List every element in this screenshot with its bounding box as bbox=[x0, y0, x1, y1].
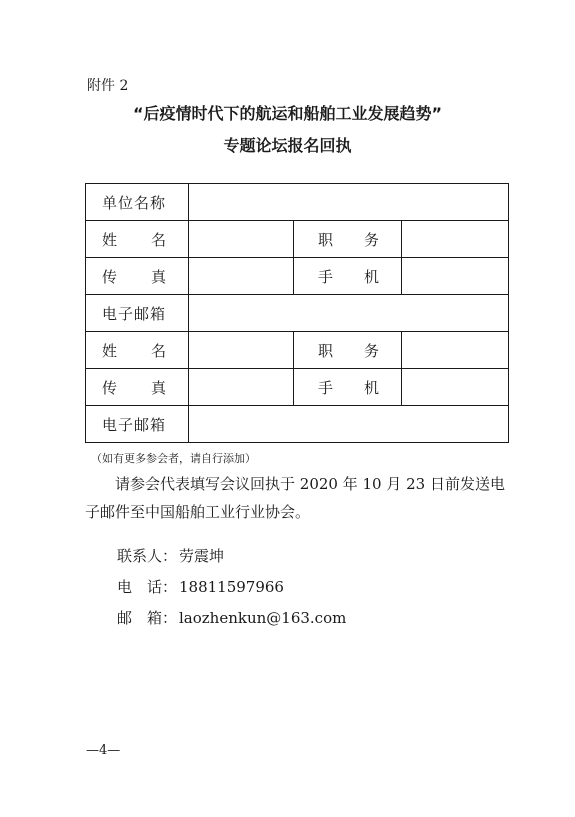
form-title: “后疫情时代下的航运和船舶工业发展趋势” bbox=[132, 104, 443, 123]
fax-field[interactable] bbox=[189, 258, 294, 295]
instruction-paragraph: 请参会代表填写会议回执于 2020 年 10 月 23 日前发送电子邮件至中国船舶工业行业协会。 bbox=[85, 475, 505, 521]
unit-name-field[interactable] bbox=[189, 184, 509, 221]
fax-field[interactable] bbox=[189, 369, 294, 406]
fax-label: 传 真 bbox=[86, 369, 189, 406]
name-field[interactable] bbox=[189, 221, 294, 258]
contact-email-value[interactable]: laozhenkun@163.com bbox=[179, 609, 347, 627]
mobile-label: 手 机 bbox=[294, 258, 402, 295]
unit-name-label: 单位名称 bbox=[86, 184, 189, 221]
mobile-label: 手 机 bbox=[294, 369, 402, 406]
email-field[interactable] bbox=[189, 295, 509, 332]
mobile-field[interactable] bbox=[402, 369, 509, 406]
contact-email bbox=[117, 607, 346, 628]
name-label: 姓 名 bbox=[86, 221, 189, 258]
email-label: 电子邮箱 bbox=[86, 295, 189, 332]
contact-person-label: 联系人： bbox=[117, 547, 178, 565]
add-more-note: （如有更多参会者，请自行添加） bbox=[91, 452, 256, 465]
table-row bbox=[86, 332, 509, 369]
name-label: 姓 名 bbox=[86, 332, 189, 369]
position-label: 职 务 bbox=[294, 332, 402, 369]
contact-person bbox=[117, 545, 224, 566]
email-label: 电子邮箱 bbox=[86, 406, 189, 443]
contact-phone bbox=[117, 576, 284, 597]
page-number: —4— bbox=[86, 743, 121, 758]
position-field[interactable] bbox=[402, 221, 509, 258]
table-row bbox=[86, 258, 509, 295]
contact-phone-value: 18811597966 bbox=[179, 578, 284, 596]
email-field[interactable] bbox=[189, 406, 509, 443]
form-subtitle: 专题论坛报名回执 bbox=[223, 136, 352, 155]
table-row bbox=[86, 221, 509, 258]
registration-table bbox=[85, 183, 509, 443]
contact-person-value: 劳震坤 bbox=[179, 547, 225, 565]
name-field[interactable] bbox=[189, 332, 294, 369]
table-row bbox=[86, 295, 509, 332]
contact-email-label: 邮 箱： bbox=[117, 609, 178, 627]
contact-phone-label: 电 话： bbox=[117, 578, 178, 596]
mobile-field[interactable] bbox=[402, 258, 509, 295]
table-row bbox=[86, 184, 509, 221]
position-field[interactable] bbox=[402, 332, 509, 369]
fax-label: 传 真 bbox=[86, 258, 189, 295]
attachment-label: 附件 2 bbox=[87, 78, 129, 94]
table-row bbox=[86, 406, 509, 443]
table-row bbox=[86, 369, 509, 406]
position-label: 职 务 bbox=[294, 221, 402, 258]
